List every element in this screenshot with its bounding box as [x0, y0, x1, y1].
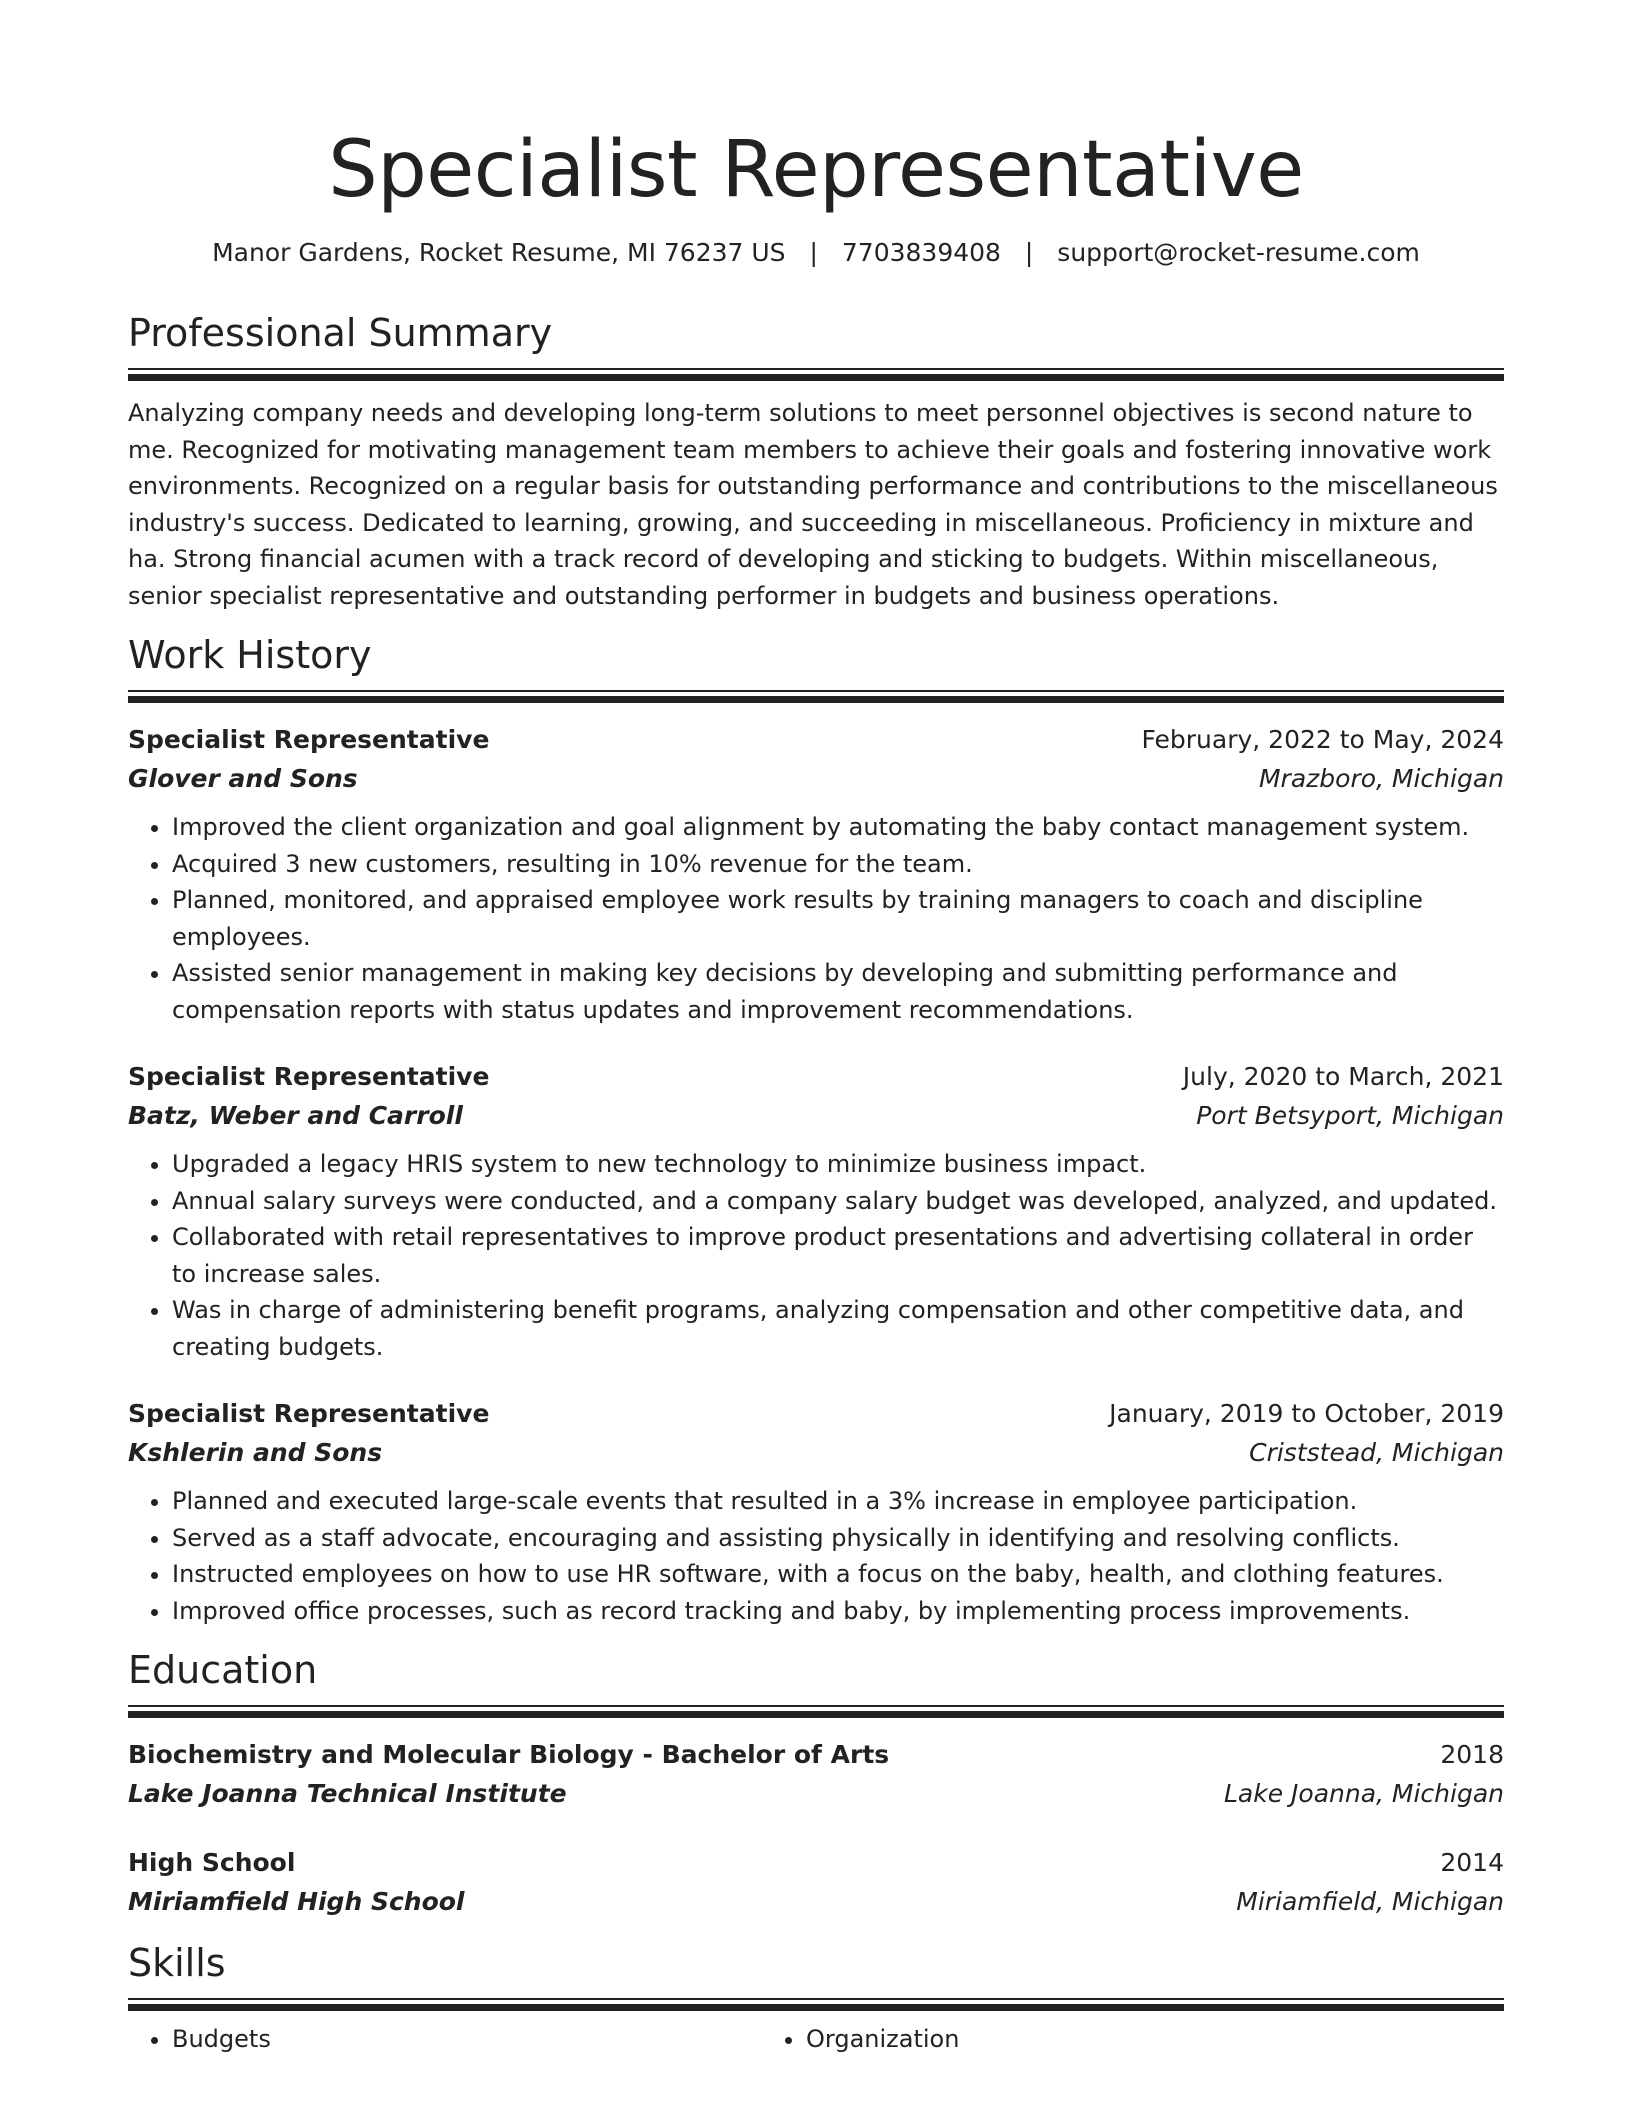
- section-title-education: Education: [128, 1648, 318, 1692]
- job-title: Specialist Representative: [128, 1399, 490, 1428]
- job-entry: [128, 721, 1504, 1028]
- graduation-year: 2014: [1440, 1848, 1504, 1877]
- skills-column-left: [128, 2021, 762, 2057]
- summary-text: Analyzing company needs and developing long-term solutions to meet personnel objectives is second nature to me. Recognized for motivating management team members to achieve their goals and fostering innovative work environments. Recognized on a regular basis for outstanding performance and contributions to the miscellaneous industry's success. Dedicated to learning, growing, and succeeding in miscellaneous. Proficiency in mixture and ha. Strong financial acumen with a track record of developing and sticking to budgets. Within miscellaneous, senior specialist representative and outstanding performer in budgets and business operations.: [128, 399, 1498, 610]
- job-entry: [128, 1395, 1504, 1629]
- job-dates: July, 2020 to March, 2021: [1182, 1062, 1504, 1091]
- contact-phone: 7703839408: [841, 238, 1001, 267]
- bullet-item: • Improved the client organization and goal alignment by automating the baby contact management system.: [172, 809, 1504, 846]
- job-bullets: [128, 1146, 1504, 1365]
- skill-item: • Organization: [806, 2021, 1396, 2057]
- skills-columns: [128, 2021, 1504, 2057]
- contact-separator: |: [809, 238, 818, 267]
- bullet-item: • Was in charge of administering benefit programs, analyzing compensation and other competitive data, and creating budgets.: [172, 1292, 1504, 1365]
- job-location: Mrazboro, Michigan: [1258, 764, 1504, 793]
- job-title: Specialist Representative: [128, 1062, 490, 1091]
- work-history-section: [128, 632, 1504, 1629]
- skills-column-right: [762, 2021, 1396, 2057]
- job-company: Glover and Sons: [128, 764, 358, 793]
- section-title-work: Work History: [128, 633, 372, 677]
- candidate-name: Specialist Representative: [328, 125, 1304, 215]
- job-location: Criststead, Michigan: [1249, 1438, 1504, 1467]
- bullet-item: • Served as a staff advocate, encouraging and assisting physically in identifying and resolving conflicts.: [172, 1520, 1504, 1557]
- section-divider: [128, 1705, 1504, 1718]
- graduation-year: 2018: [1440, 1740, 1504, 1769]
- education-entry: [128, 1736, 1504, 1814]
- school: Miriamfield High School: [128, 1887, 465, 1916]
- bullet-item: • Planned and executed large-scale events that resulted in a 3% increase in employee participation.: [172, 1483, 1504, 1520]
- school-location: Miriamfield, Michigan: [1236, 1887, 1504, 1916]
- bullet-item: • Collaborated with retail representatives to improve product presentations and advertising collateral in order to increase sales.: [172, 1219, 1504, 1292]
- summary-section: [128, 310, 1504, 614]
- job-company: Kshlerin and Sons: [128, 1438, 383, 1467]
- section-title-skills: Skills: [128, 1941, 226, 1985]
- contact-email: support@rocket-resume.com: [1057, 238, 1420, 267]
- job-location: Port Betsyport, Michigan: [1196, 1101, 1504, 1130]
- bullet-item: • Improved office processes, such as record tracking and baby, by implementing process improvements.: [172, 1593, 1504, 1630]
- job-company: Batz, Weber and Carroll: [128, 1101, 463, 1130]
- contact-line: [128, 236, 1504, 270]
- contact-separator: |: [1024, 238, 1034, 267]
- skill-item: • Budgets: [172, 2021, 762, 2057]
- bullet-item: • Upgraded a legacy HRIS system to new technology to minimize business impact.: [172, 1146, 1504, 1183]
- job-bullets: [128, 1483, 1504, 1629]
- bullet-item: • Planned, monitored, and appraised employee work results by training managers to coach and discipline employees.: [172, 882, 1504, 955]
- education-entry: [128, 1844, 1504, 1922]
- section-divider: [128, 1998, 1504, 2011]
- bullet-item: • Assisted senior management in making key decisions by developing and submitting performance and compensation reports with status updates and improvement recommendations.: [172, 955, 1504, 1028]
- degree: High School: [128, 1848, 296, 1877]
- bullet-item: • Instructed employees on how to use HR software, with a focus on the baby, health, and clothing features.: [172, 1556, 1504, 1593]
- school: Lake Joanna Technical Institute: [128, 1779, 567, 1808]
- job-dates: February, 2022 to May, 2024: [1141, 725, 1504, 754]
- bullet-item: • Annual salary surveys were conducted, and a company salary budget was developed, analyzed, and updated.: [172, 1183, 1504, 1220]
- education-section: [128, 1647, 1504, 1922]
- section-divider: [128, 368, 1504, 381]
- job-title: Specialist Representative: [128, 725, 490, 754]
- job-bullets: [128, 809, 1504, 1028]
- degree: Biochemistry and Molecular Biology - Bachelor of Arts: [128, 1740, 890, 1769]
- bullet-item: • Acquired 3 new customers, resulting in 10% revenue for the team.: [172, 846, 1504, 883]
- job-entry: [128, 1058, 1504, 1365]
- school-location: Lake Joanna, Michigan: [1223, 1779, 1504, 1808]
- skills-section: [128, 1940, 1504, 2057]
- contact-address: Manor Gardens, Rocket Resume, MI 76237 US: [212, 238, 786, 267]
- job-dates: January, 2019 to October, 2019: [1109, 1399, 1504, 1428]
- section-title-summary: Professional Summary: [128, 311, 553, 355]
- section-divider: [128, 690, 1504, 703]
